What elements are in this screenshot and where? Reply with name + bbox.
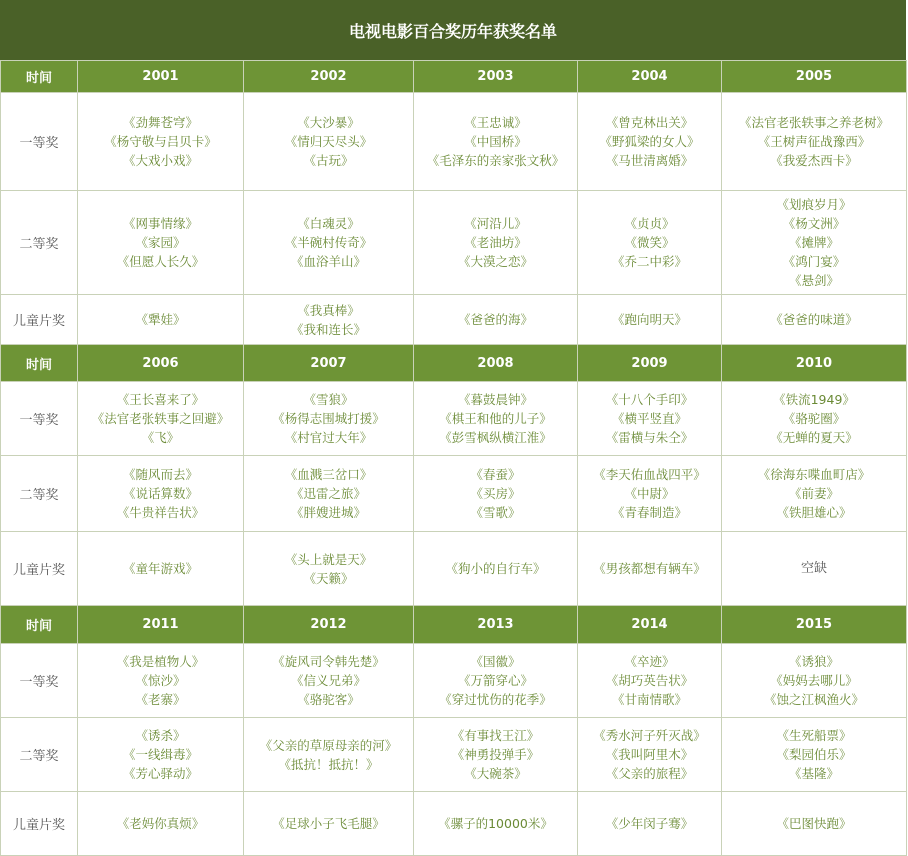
film-title: 《牛贵祥告状》 [116,505,205,520]
film-title: 《村官过大年》 [284,430,373,445]
film-title: 《童年游戏》 [122,561,198,576]
film-title: 《半碗村传奇》 [284,235,373,250]
children-prize-row [1,792,907,856]
film-title: 《梨园伯乐》 [776,747,852,762]
film-title: 《春蚕》 [470,467,521,482]
year-header-row [1,606,907,644]
award-cell [414,644,578,718]
film-title: 《大漠之恋》 [457,254,533,269]
film-title: 《妈妈去哪儿》 [770,673,858,688]
year-header: 2003 [414,61,578,93]
award-cell [78,382,244,456]
film-title: 《爸爸的味道》 [770,312,858,327]
year-header: 2010 [722,345,907,382]
first-prize-label: 一等奖 [1,644,78,718]
award-cell [244,532,414,606]
film-title: 《劲舞苍穹》 [122,115,198,130]
award-cell [414,191,578,295]
film-title: 《惊沙》 [135,673,186,688]
film-title: 《生死船票》 [776,728,852,743]
film-title: 《巴图快跑》 [776,816,852,831]
film-title: 《旋风司令韩先楚》 [272,654,385,669]
award-cell [78,644,244,718]
film-title: 《父亲的草原母亲的河》 [259,737,398,753]
film-title: 《男孩都想有辆车》 [593,561,706,576]
film-title: 《但愿人长久》 [116,254,205,269]
children-prize-label: 儿童片奖 [1,792,78,856]
award-cell [244,295,414,345]
film-title: 《雷横与朱仝》 [605,430,694,445]
film-title: 《鸿门宴》 [782,254,846,269]
second-prize-row [1,456,907,532]
award-cell [722,718,907,792]
film-title: 《骆驼客》 [297,692,360,707]
award-cell [244,93,414,191]
film-title: 《法官老张轶事之回避》 [91,411,230,426]
award-cell [722,644,907,718]
film-title: 《诱杀》 [135,728,186,743]
award-cell [578,792,722,856]
film-title: 《无蝉的夏天》 [770,430,858,445]
time-label: 时间 [1,606,78,644]
film-title: 《我叫阿里木》 [605,747,694,762]
awards-table [0,60,907,856]
year-header-row [1,61,907,93]
time-label: 时间 [1,345,78,382]
film-title: 《抵抗！抵抗！》 [278,756,379,772]
award-cell [78,295,244,345]
film-title: 《秀水河子歼灭战》 [593,728,706,743]
film-title: 《铁胆雄心》 [776,505,852,520]
film-title: 《一线缉毒》 [122,747,198,762]
film-title: 《划痕岁月》 [776,197,852,212]
first-prize-row [1,382,907,456]
vacant-label: 空缺 [800,561,827,576]
film-title: 《王忠诚》 [464,115,527,130]
film-title: 《摊牌》 [788,235,839,250]
film-title: 《万箭穿心》 [457,673,533,688]
second-prize-row [1,191,907,295]
award-cell [244,456,414,532]
second-prize-label: 二等奖 [1,456,78,532]
film-title: 《杨守敬与吕贝卡》 [104,134,217,149]
film-title: 《毛泽东的亲家张文秋》 [426,153,565,168]
first-prize-row [1,644,907,718]
film-title: 《蚀之江枫渔火》 [763,692,864,707]
film-title: 《李天佑血战四平》 [593,467,706,482]
second-prize-row [1,718,907,792]
year-header: 2013 [414,606,578,644]
film-title: 《有事找王江》 [451,728,540,743]
award-cell [414,93,578,191]
film-title: 《诱狼》 [788,654,839,669]
film-title: 《曾克林出关》 [605,115,694,130]
year-header: 2008 [414,345,578,382]
film-title: 《狗小的自行车》 [445,561,546,576]
award-cell [244,191,414,295]
award-cell [722,792,907,856]
award-cell [78,191,244,295]
children-prize-label: 儿童片奖 [1,295,78,345]
film-title: 《马世清离婚》 [605,153,694,168]
award-cell [578,382,722,456]
award-cell [414,382,578,456]
award-cell [578,191,722,295]
second-prize-label: 二等奖 [1,191,78,295]
award-cell [244,644,414,718]
film-title: 《野狐梁的女人》 [599,134,700,149]
film-title: 《跑向明天》 [611,312,687,327]
award-cell [722,93,907,191]
film-title: 《说话算数》 [122,486,198,501]
film-title: 《王树声征战豫西》 [757,134,871,149]
film-title: 《古玩》 [303,153,354,168]
film-title: 《我和连长》 [290,321,366,337]
children-prize-row [1,532,907,606]
year-header-row [1,345,907,382]
film-title: 《贞贞》 [624,216,675,231]
award-cell [578,93,722,191]
film-title: 《卒迹》 [624,654,675,669]
year-header: 2009 [578,345,722,382]
award-cell [722,532,907,606]
film-title: 《前妻》 [788,486,839,501]
first-prize-label: 一等奖 [1,382,78,456]
film-title: 《穿过忧伤的花季》 [439,692,552,707]
film-title: 《足球小子飞毛腿》 [272,816,385,831]
award-cell [414,295,578,345]
first-prize-row [1,93,907,191]
year-header: 2004 [578,61,722,93]
award-cell [244,718,414,792]
film-title: 《随风而去》 [122,467,198,482]
film-title: 《十八个手印》 [605,392,694,407]
film-title: 《老妈你真烦》 [116,816,205,831]
film-title: 《胖嫂进城》 [290,505,366,520]
film-title: 《神勇投弹手》 [451,747,540,762]
film-title: 《暮鼓晨钟》 [457,392,533,407]
film-title: 《天籁》 [303,570,354,586]
year-header: 2012 [244,606,414,644]
second-prize-label: 二等奖 [1,718,78,792]
film-title: 《王长喜来了》 [116,392,205,407]
film-title: 《大碗茶》 [464,766,527,781]
film-title: 《法官老张轶事之养老树》 [738,115,889,130]
film-title: 《家园》 [135,235,186,250]
film-title: 《芳心驿动》 [122,766,198,781]
film-title: 《杨文洲》 [782,216,846,231]
film-title: 《雪歌》 [470,505,521,520]
children-prize-label: 儿童片奖 [1,532,78,606]
film-title: 《徐海东喋血町店》 [757,467,871,482]
award-cell [78,456,244,532]
award-cell [244,382,414,456]
year-header: 2002 [244,61,414,93]
award-cell [578,295,722,345]
year-header: 2006 [78,345,244,382]
film-title: 《棋王和他的儿子》 [439,411,552,426]
award-cell [244,792,414,856]
first-prize-label: 一等奖 [1,93,78,191]
year-header: 2011 [78,606,244,644]
film-title: 《血溅三岔口》 [284,467,373,482]
film-title: 《彭雪枫纵横江淮》 [439,430,552,445]
award-cell [578,532,722,606]
film-title: 《悬剑》 [788,273,839,288]
film-title: 《信义兄弟》 [290,673,366,688]
film-title: 《我是植物人》 [116,654,205,669]
film-title: 《老寨》 [135,692,186,707]
film-title: 《大戏小戏》 [122,153,198,168]
film-title: 《大沙暴》 [297,115,360,130]
award-cell [414,718,578,792]
film-title: 《老油坊》 [464,235,527,250]
award-cell [78,93,244,191]
year-header: 2005 [722,61,907,93]
film-title: 《中尉》 [624,486,675,501]
award-cell [722,382,907,456]
film-title: 《我爱杰西卡》 [770,153,858,168]
film-title: 《基隆》 [788,766,839,781]
film-title: 《河沿儿》 [464,216,527,231]
year-header: 2015 [722,606,907,644]
film-title: 《骡子的10000米》 [438,816,553,831]
film-title: 《微笑》 [624,235,675,250]
award-cell [414,456,578,532]
film-title: 《横平竖直》 [611,411,687,426]
film-title: 《铁流1949》 [773,392,855,407]
film-title: 《爸爸的海》 [457,312,533,327]
film-title: 《头上就是天》 [284,551,373,567]
year-header: 2001 [78,61,244,93]
film-title: 《父亲的旅程》 [605,766,694,781]
film-title: 《情归天尽头》 [284,134,373,149]
award-cell [722,456,907,532]
award-cell [78,718,244,792]
film-title: 《网事情缘》 [122,216,198,231]
year-header: 2014 [578,606,722,644]
film-title: 《迅雷之旅》 [290,486,366,501]
award-cell [78,792,244,856]
film-title: 《白魂灵》 [297,216,360,231]
film-title: 《杨得志围城打援》 [272,411,385,426]
year-header: 2007 [244,345,414,382]
award-cell [78,532,244,606]
film-title: 《甘南情歌》 [611,692,687,707]
children-prize-row [1,295,907,345]
film-title: 《中国桥》 [464,134,527,149]
award-cell [578,456,722,532]
film-title: 《我真棒》 [297,302,360,318]
film-title: 《骆驼圈》 [782,411,846,426]
film-title: 《犟娃》 [135,312,186,327]
award-cell [722,191,907,295]
time-label: 时间 [1,61,78,93]
film-title: 《买房》 [470,486,521,501]
film-title: 《血浴羊山》 [290,254,366,269]
award-cell [722,295,907,345]
award-cell [578,644,722,718]
film-title: 《青春制造》 [611,505,687,520]
award-cell [414,532,578,606]
page-title: 电视电影百合奖历年获奖名单 [0,0,906,60]
film-title: 《国徽》 [470,654,521,669]
award-cell [578,718,722,792]
film-title: 《胡巧英告状》 [605,673,694,688]
film-title: 《飞》 [141,430,180,445]
film-title: 《雪狼》 [303,392,354,407]
film-title: 《乔二中彩》 [611,254,687,269]
film-title: 《少年闵子骞》 [605,816,694,831]
award-cell [414,792,578,856]
